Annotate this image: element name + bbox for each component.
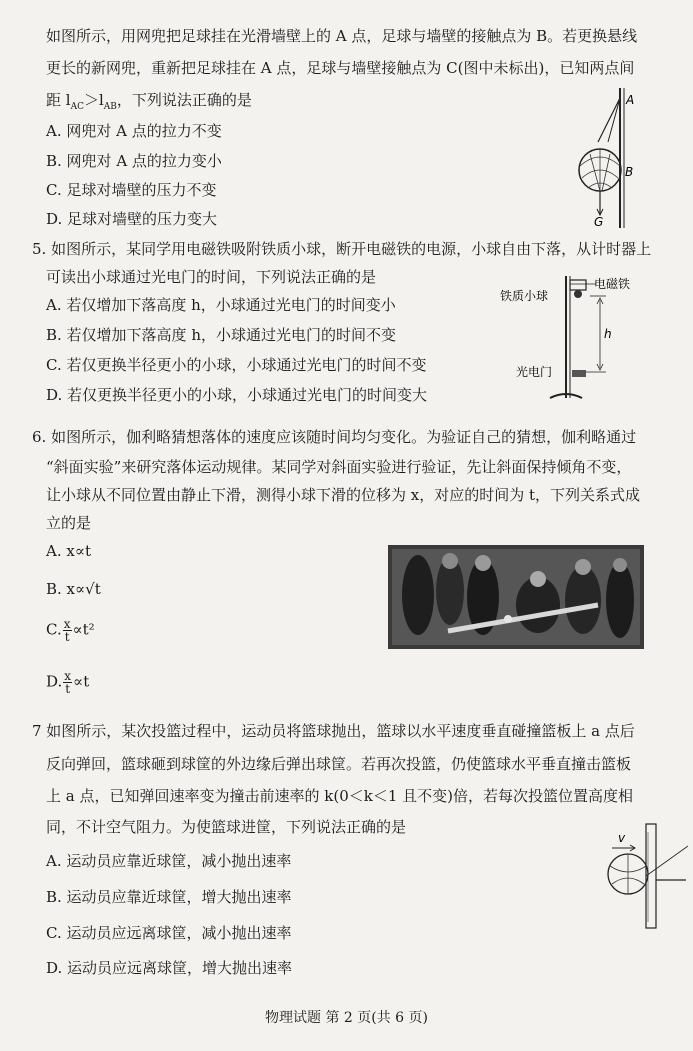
q4-option-b: B. 网兜对 A 点的拉力变小 (46, 152, 222, 170)
q4-label-a: A (626, 93, 635, 107)
q7-label-v: v (618, 831, 626, 845)
q4-label-b: B (625, 165, 634, 179)
q4-option-c: C. 足球对墙壁的压力不变 (46, 181, 217, 199)
q7-option-c: C. 运动员应远离球筐，减小抛出速率 (46, 924, 292, 942)
q5-label-magnet: 电磁铁 (594, 277, 631, 291)
q4-stem-line-2: 更长的新网兜，重新把足球挂在 A 点，足球与墙壁接触点为 C(图中未标出)，已知两点间 (46, 59, 635, 77)
q5-stem-line-1: 5. 如图所示，某同学用电磁铁吸附铁质小球，断开电磁铁的电源，小球自由下落，从计时器上 (32, 240, 652, 258)
q4-label-g: G (594, 215, 604, 229)
q6-option-c: C. $\frac{x}{t}$ ∝t² (46, 617, 95, 644)
q7-stem-line-1: 7 如图所示，某次投篮过程中，运动员将篮球抛出，篮球以水平速度垂直碰撞篮板上 a 点后 (32, 722, 635, 740)
q4-stem-line-3: 距 $l_{AC}>l_{AB}$，下列说法正确的是 (46, 91, 252, 112)
q6-option-d: D. $\frac{x}{t}$ ∝t (46, 669, 90, 696)
q7-stem-line-2: 反向弹回，篮球砸到球筐的外边缘后弹出球筐。若再次投篮，仍使篮球水平垂直撞击篮板 (46, 755, 632, 773)
q4-football-figure (570, 88, 640, 228)
q4-option-a: A. 网兜对 A 点的拉力不变 (46, 122, 222, 140)
q6-stem-line-3: 让小球从不同位置由静止下滑，测得小球下滑的位移为 x，对应的时间为 t，下列关系式成 (46, 486, 641, 504)
q5-label-h: h (604, 327, 612, 341)
q5-free-fall-figure (500, 272, 650, 412)
q5-label-ball: 铁质小球 (500, 289, 549, 303)
q7-option-a: A. 运动员应靠近球筐，减小抛出速率 (46, 852, 292, 870)
page-footer: 物理试题 第 2 页(共 6 页) (265, 1010, 428, 1026)
q7-stem-line-4: 同，不计空气阻力。为使篮球进筐，下列说法正确的是 (46, 818, 407, 836)
q7-option-d: D. 运动员应远离球筐，增大抛出速率 (46, 959, 293, 977)
q6-stem-line-2: “斜面实验”来研究落体运动规律。某同学对斜面实验进行验证，先让斜面保持倾角不变， (46, 458, 632, 476)
q5-label-gate: 光电门 (516, 365, 553, 379)
q7-stem-line-3: 上 a 点，已知弹回速率变为撞击前速率的 k(0＜k＜1 且不变)倍，若每次投篮位置高度相 (46, 787, 633, 805)
q5-stem-line-2: 可读出小球通过光电门的时间，下列说法正确的是 (46, 268, 377, 286)
q5-option-c: C. 若仅更换半径更小的小球，小球通过光电门的时间不变 (46, 356, 427, 374)
q6-option-a: A. x∝t (46, 542, 92, 560)
q5-option-a: A. 若仅增加下落高度 h，小球通过光电门的时间变小 (46, 296, 396, 314)
q7-basketball-figure (604, 822, 689, 932)
q5-option-d: D. 若仅更换半径更小的小球，小球通过光电门的时间变大 (46, 386, 428, 404)
q6-stem-line-4: 立的是 (46, 514, 92, 532)
q6-stem-line-1: 6. 如图所示，伽利略猜想落体的速度应该随时间均匀变化。为验证自己的猜想，伽利略通过 (32, 428, 637, 446)
q6-galileo-engraving (388, 545, 644, 649)
q4-option-d: D. 足球对墙壁的压力变大 (46, 210, 218, 228)
q4-stem-line-1: 如图所示，用网兜把足球挂在光滑墙壁上的 A 点，足球与墙壁的接触点为 B。若更换悬线 (46, 27, 638, 45)
q7-option-b: B. 运动员应靠近球筐，增大抛出速率 (46, 888, 292, 906)
q5-option-b: B. 若仅增加下落高度 h，小球通过光电门的时间不变 (46, 326, 396, 344)
q6-option-b: B. x∝√t (46, 580, 101, 598)
